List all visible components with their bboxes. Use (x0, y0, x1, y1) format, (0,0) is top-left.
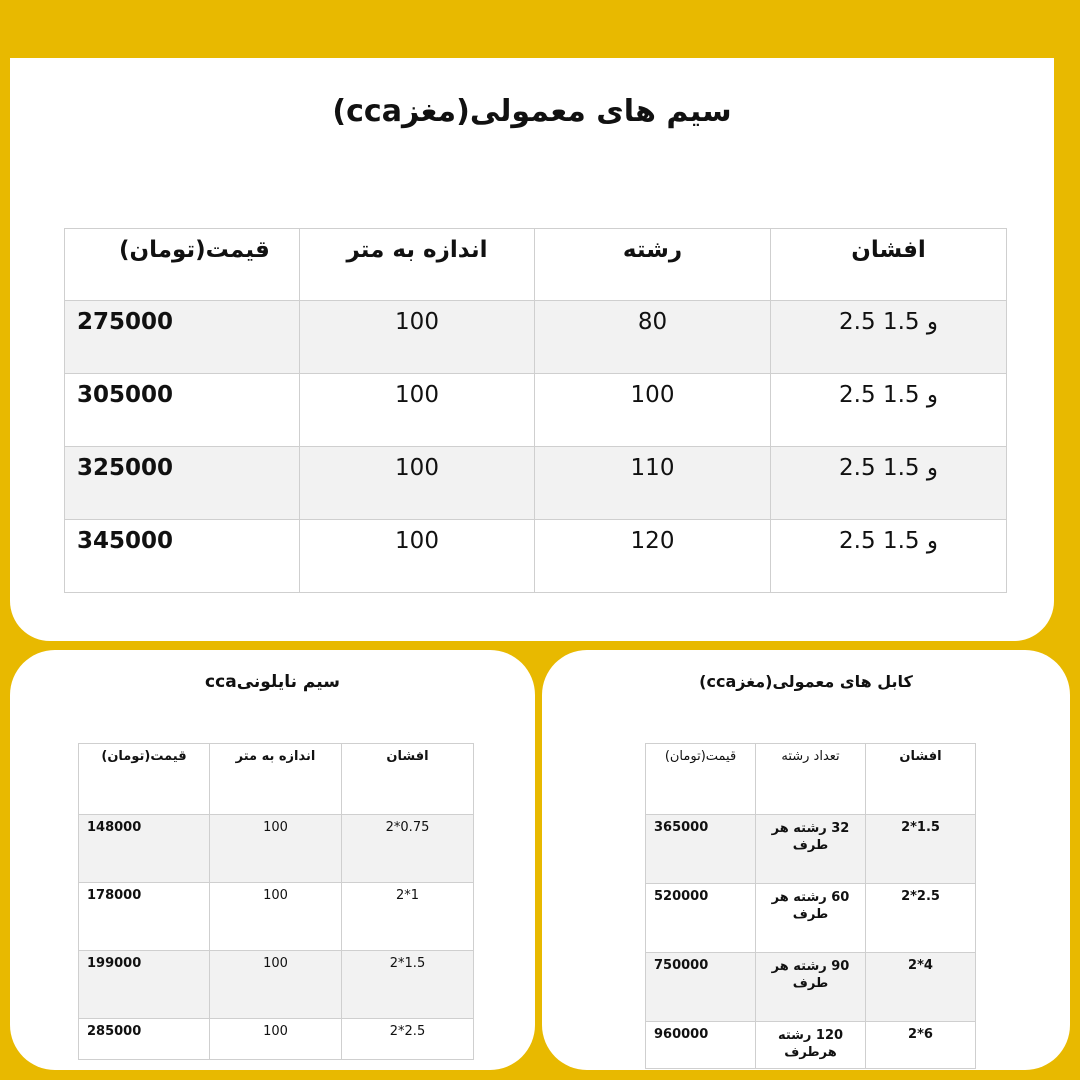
strand-cell: 80 (535, 301, 771, 374)
table-row (79, 1019, 474, 1060)
regular-cable-price-table (645, 743, 976, 1069)
gauge-cell: 2*4 (866, 953, 976, 1022)
strand-cell: 110 (535, 447, 771, 520)
regular-wire-price-table (64, 228, 1007, 593)
header-strand-count: تعداد رشته (756, 744, 866, 815)
strand-cell: 90 رشته هر طرف (756, 953, 866, 1022)
table-row (79, 951, 474, 1019)
nylon-wire-price-table (78, 743, 474, 1060)
gauge-cell: 2*0.75 (342, 815, 474, 883)
gauge-cell: 2*1.5 (866, 815, 976, 884)
strand-cell: 60 رشته هر طرف (756, 884, 866, 953)
nylon-wire-title: سیم نایلونیcca (205, 672, 340, 692)
table-header-row (79, 744, 474, 815)
gauge-cell: 2.5 و 1.5 (771, 447, 1007, 520)
size-cell: 100 (210, 951, 342, 1019)
gauge-cell: 2*1 (342, 883, 474, 951)
gauge-cell: 2*2.5 (342, 1019, 474, 1060)
price-cell: 365000 (646, 815, 756, 884)
size-cell: 100 (210, 1019, 342, 1060)
price-cell: 305000 (65, 374, 300, 447)
price-cell: 520000 (646, 884, 756, 953)
nylon-wire-card (10, 650, 535, 1070)
header-gauge: افشان (342, 744, 474, 815)
header-gauge: افشان (866, 744, 976, 815)
table-row (65, 301, 1007, 374)
price-cell: 285000 (79, 1019, 210, 1060)
table-row (65, 374, 1007, 447)
header-price: قیمت(تومان) (646, 744, 756, 815)
header-price: قیمت(تومان) (65, 229, 300, 301)
table-row (79, 815, 474, 883)
size-cell: 100 (300, 374, 535, 447)
table-row (646, 1022, 976, 1069)
gauge-cell: 2*1.5 (342, 951, 474, 1019)
strand-cell: 120 (535, 520, 771, 593)
header-size: اندازه به متر (300, 229, 535, 301)
price-cell: 275000 (65, 301, 300, 374)
table-row (79, 883, 474, 951)
size-cell: 100 (210, 815, 342, 883)
price-cell: 148000 (79, 815, 210, 883)
price-cell: 178000 (79, 883, 210, 951)
header-gauge: افشان (771, 229, 1007, 301)
table-row (65, 520, 1007, 593)
gauge-cell: 2.5 و 1.5 (771, 520, 1007, 593)
table-header-row (646, 744, 976, 815)
size-cell: 100 (300, 447, 535, 520)
size-cell: 100 (300, 301, 535, 374)
strand-cell: 120 رشته هرطرف (756, 1022, 866, 1069)
price-cell: 960000 (646, 1022, 756, 1069)
gauge-cell: 2.5 و 1.5 (771, 301, 1007, 374)
size-cell: 100 (300, 520, 535, 593)
table-row (646, 953, 976, 1022)
size-cell: 100 (210, 883, 342, 951)
gauge-cell: 2.5 و 1.5 (771, 374, 1007, 447)
strand-cell: 100 (535, 374, 771, 447)
price-cell: 325000 (65, 447, 300, 520)
table-row (65, 447, 1007, 520)
regular-wire-title: سیم های معمولی(مغزcca) (332, 94, 732, 129)
table-header-row (65, 229, 1007, 301)
regular-wire-card (10, 58, 1054, 641)
gauge-cell: 2*6 (866, 1022, 976, 1069)
gauge-cell: 2*2.5 (866, 884, 976, 953)
strand-cell: 32 رشته هر طرف (756, 815, 866, 884)
header-size: اندازه به متر (210, 744, 342, 815)
table-row (646, 815, 976, 884)
table-row (646, 884, 976, 953)
price-cell: 199000 (79, 951, 210, 1019)
regular-cable-title: کابل های معمولی(مغزcca) (699, 672, 913, 691)
price-cell: 750000 (646, 953, 756, 1022)
header-price: قیمت(تومان) (79, 744, 210, 815)
header-strand: رشته (535, 229, 771, 301)
regular-cable-card (542, 650, 1070, 1070)
price-cell: 345000 (65, 520, 300, 593)
